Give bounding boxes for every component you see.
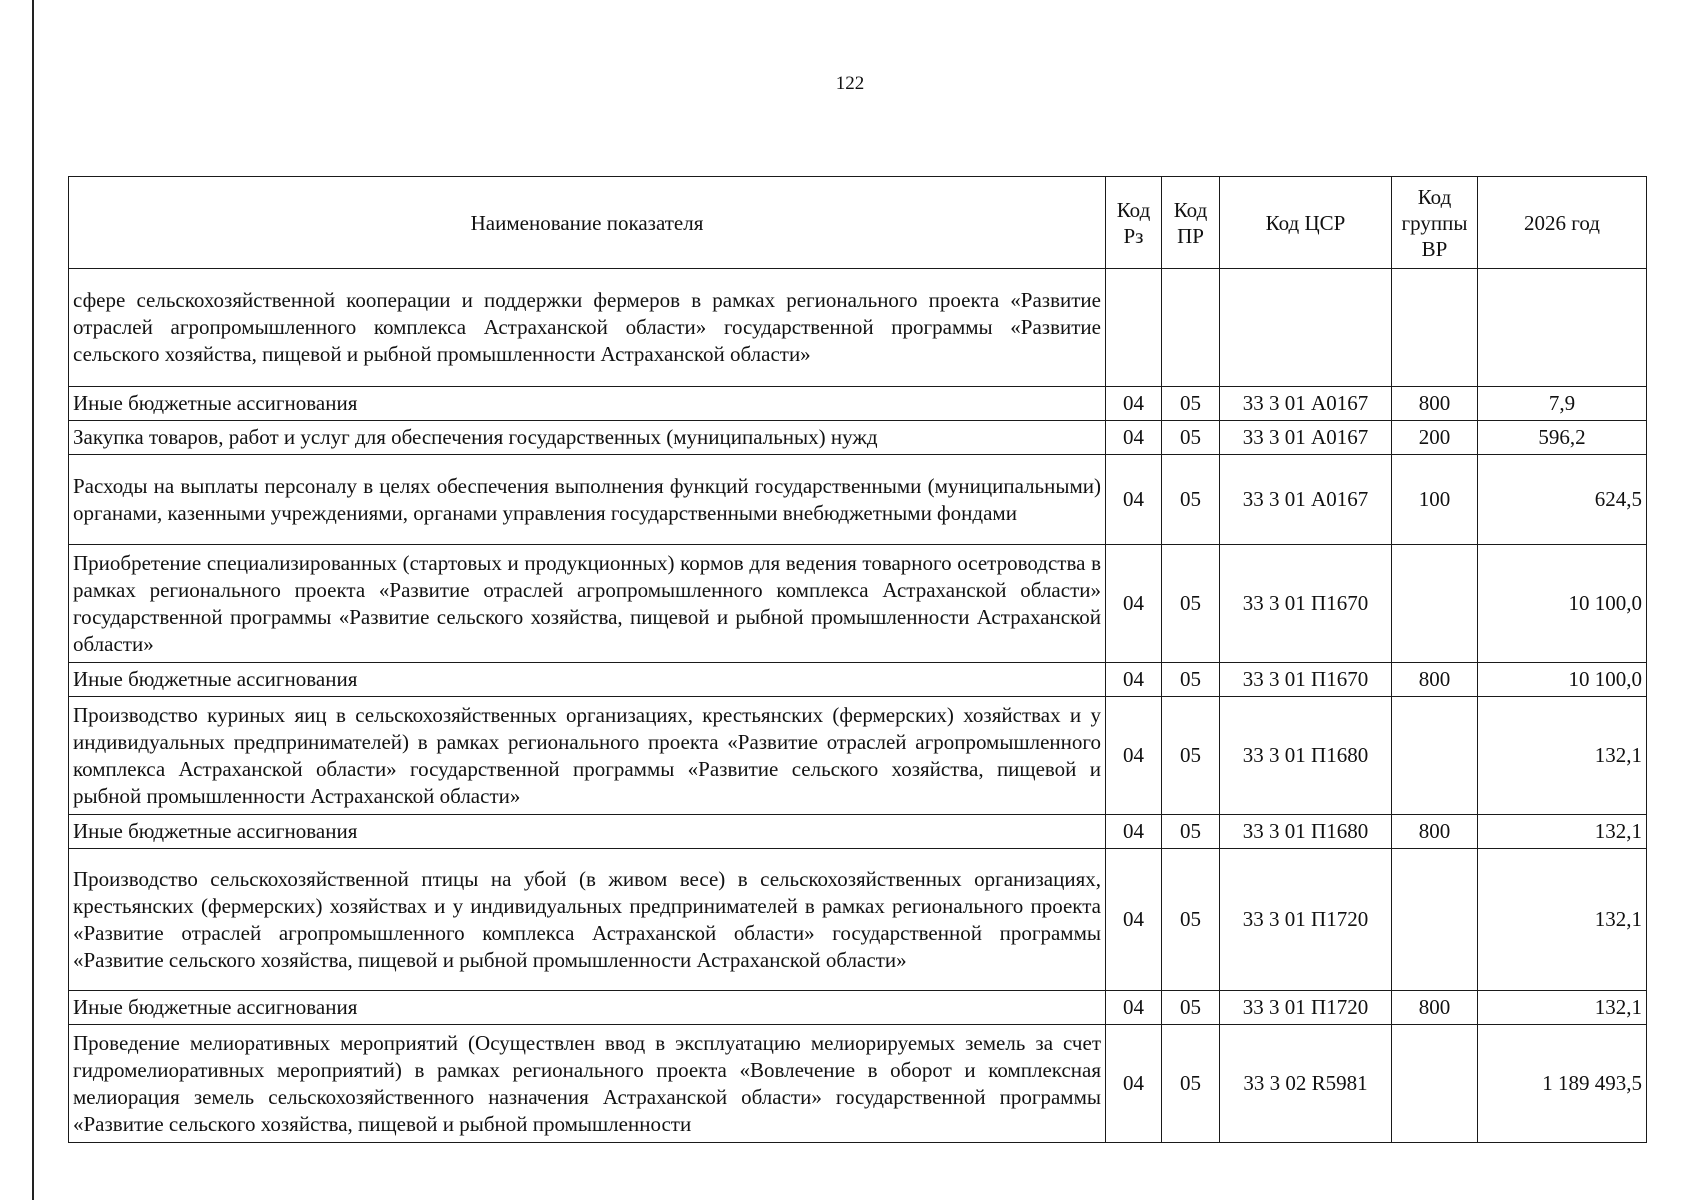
row-sum: 10 100,0: [1478, 545, 1647, 663]
row-csr: 33 3 02 R5981: [1220, 1025, 1392, 1143]
row-name: Расходы на выплаты персоналу в целях обеспечения выполнения функций государственными (муниципальными) органами, казенными учреждениями, органами управления государственными внебюджетными фондами: [69, 455, 1106, 545]
row-csr: 33 3 01 П1720: [1220, 849, 1392, 991]
binding-margin-line: [32, 0, 34, 1200]
row-pr: 05: [1162, 815, 1220, 849]
table-row: [69, 1025, 1647, 1143]
row-pr: 05: [1162, 1025, 1220, 1143]
row-csr: 33 3 01 П1670: [1220, 545, 1392, 663]
row-vr: 800: [1392, 991, 1478, 1025]
row-vr: [1392, 269, 1478, 387]
row-name: Иные бюджетные ассигнования: [69, 815, 1106, 849]
table-row: [69, 663, 1647, 697]
row-sum: 7,9: [1478, 387, 1647, 421]
row-vr: 100: [1392, 455, 1478, 545]
row-pr: 05: [1162, 545, 1220, 663]
row-rz: 04: [1106, 387, 1162, 421]
row-rz: 04: [1106, 455, 1162, 545]
row-vr: 200: [1392, 421, 1478, 455]
row-name: Приобретение специализированных (стартовых и продукционных) кормов для ведения товарного осетроводства в рамках регионального проекта «Развитие отраслей агропромышленного комплекса Астраханской области» государственной программы «Развитие сельского хозяйства, пищевой и рыбной промышленности Астраханской области»: [69, 545, 1106, 663]
table-row: [69, 849, 1647, 991]
page-number: 122: [835, 73, 865, 94]
row-pr: 05: [1162, 387, 1220, 421]
row-csr: 33 3 01 П1720: [1220, 991, 1392, 1025]
row-rz: 04: [1106, 545, 1162, 663]
row-vr: [1392, 849, 1478, 991]
row-sum: 1 189 493,5: [1478, 1025, 1647, 1143]
table-row: [69, 269, 1647, 387]
row-rz: 04: [1106, 991, 1162, 1025]
table-row: [69, 545, 1647, 663]
row-name: Закупка товаров, работ и услуг для обеспечения государственных (муниципальных) нужд: [69, 421, 1106, 455]
row-rz: 04: [1106, 1025, 1162, 1143]
row-sum: 624,5: [1478, 455, 1647, 545]
row-name: Иные бюджетные ассигнования: [69, 387, 1106, 421]
row-rz: 04: [1106, 421, 1162, 455]
row-rz: 04: [1106, 663, 1162, 697]
row-csr: 33 3 01 П1680: [1220, 815, 1392, 849]
row-csr: 33 3 01 А0167: [1220, 421, 1392, 455]
row-vr: 800: [1392, 387, 1478, 421]
row-csr: 33 3 01 П1680: [1220, 697, 1392, 815]
row-pr: 05: [1162, 663, 1220, 697]
header-rz: Код Рз: [1106, 177, 1162, 269]
row-sum: 10 100,0: [1478, 663, 1647, 697]
row-csr: 33 3 01 П1670: [1220, 663, 1392, 697]
table-row: [69, 421, 1647, 455]
row-name: сфере сельскохозяйственной кооперации и поддержки фермеров в рамках регионального проекта «Развитие отраслей агропромышленного комплекса Астраханской области» государственной программы «Развитие сельского хозяйства, пищевой и рыбной промышленности Астраханской области»: [69, 269, 1106, 387]
header-year: 2026 год: [1478, 177, 1647, 269]
row-pr: 05: [1162, 697, 1220, 815]
table-row: [69, 815, 1647, 849]
header-name: Наименование показателя: [69, 177, 1106, 269]
table-header-row: [69, 177, 1647, 269]
row-name: Иные бюджетные ассигнования: [69, 663, 1106, 697]
row-pr: 05: [1162, 455, 1220, 545]
row-rz: 04: [1106, 849, 1162, 991]
row-pr: 05: [1162, 421, 1220, 455]
table-row: [69, 455, 1647, 545]
row-csr: 33 3 01 А0167: [1220, 455, 1392, 545]
table-row: [69, 991, 1647, 1025]
row-vr: [1392, 1025, 1478, 1143]
row-name: Производство куриных яиц в сельскохозяйственных организациях, крестьянских (фермерских) хозяйствах и у индивидуальных предпринимателей) в рамках регионального проекта «Развитие отраслей агропромышленного комплекса Астраханской области» государственной программы «Развитие сельского хозяйства, пищевой и рыбной промышленности Астраханской области»: [69, 697, 1106, 815]
row-name: Иные бюджетные ассигнования: [69, 991, 1106, 1025]
row-rz: 04: [1106, 697, 1162, 815]
table-row: [69, 697, 1647, 815]
row-vr: [1392, 697, 1478, 815]
row-name: Проведение мелиоративных мероприятий (Осуществлен ввод в эксплуатацию мелиорируемых земель за счет гидромелиоративных мероприятий) в рамках регионального проекта «Вовлечение в оборот и комплексная мелиорация земель сельскохозяйственного назначения Астраханской области» государственной программы «Развитие сельского хозяйства, пищевой и рыбной промышленности: [69, 1025, 1106, 1143]
row-sum: [1478, 269, 1647, 387]
row-rz: 04: [1106, 815, 1162, 849]
row-sum: 596,2: [1478, 421, 1647, 455]
row-sum: 132,1: [1478, 849, 1647, 991]
budget-table: [68, 176, 1647, 1143]
header-vr: Код группы ВР: [1392, 177, 1478, 269]
row-csr: [1220, 269, 1392, 387]
header-pr: Код ПР: [1162, 177, 1220, 269]
table-row: [69, 387, 1647, 421]
row-pr: 05: [1162, 991, 1220, 1025]
row-vr: 800: [1392, 663, 1478, 697]
row-vr: [1392, 545, 1478, 663]
header-csr: Код ЦСР: [1220, 177, 1392, 269]
row-sum: 132,1: [1478, 815, 1647, 849]
row-sum: 132,1: [1478, 697, 1647, 815]
row-pr: 05: [1162, 849, 1220, 991]
row-rz: [1106, 269, 1162, 387]
row-pr: [1162, 269, 1220, 387]
row-sum: 132,1: [1478, 991, 1647, 1025]
row-vr: 800: [1392, 815, 1478, 849]
row-name: Производство сельскохозяйственной птицы на убой (в живом весе) в сельскохозяйственных организациях, крестьянских (фермерских) хозяйствах и у индивидуальных предпринимателей в рамках регионального проекта «Развитие отраслей агропромышленного комплекса Астраханской области» государственной программы «Развитие сельского хозяйства, пищевой и рыбной промышленности Астраханской области»: [69, 849, 1106, 991]
row-csr: 33 3 01 А0167: [1220, 387, 1392, 421]
